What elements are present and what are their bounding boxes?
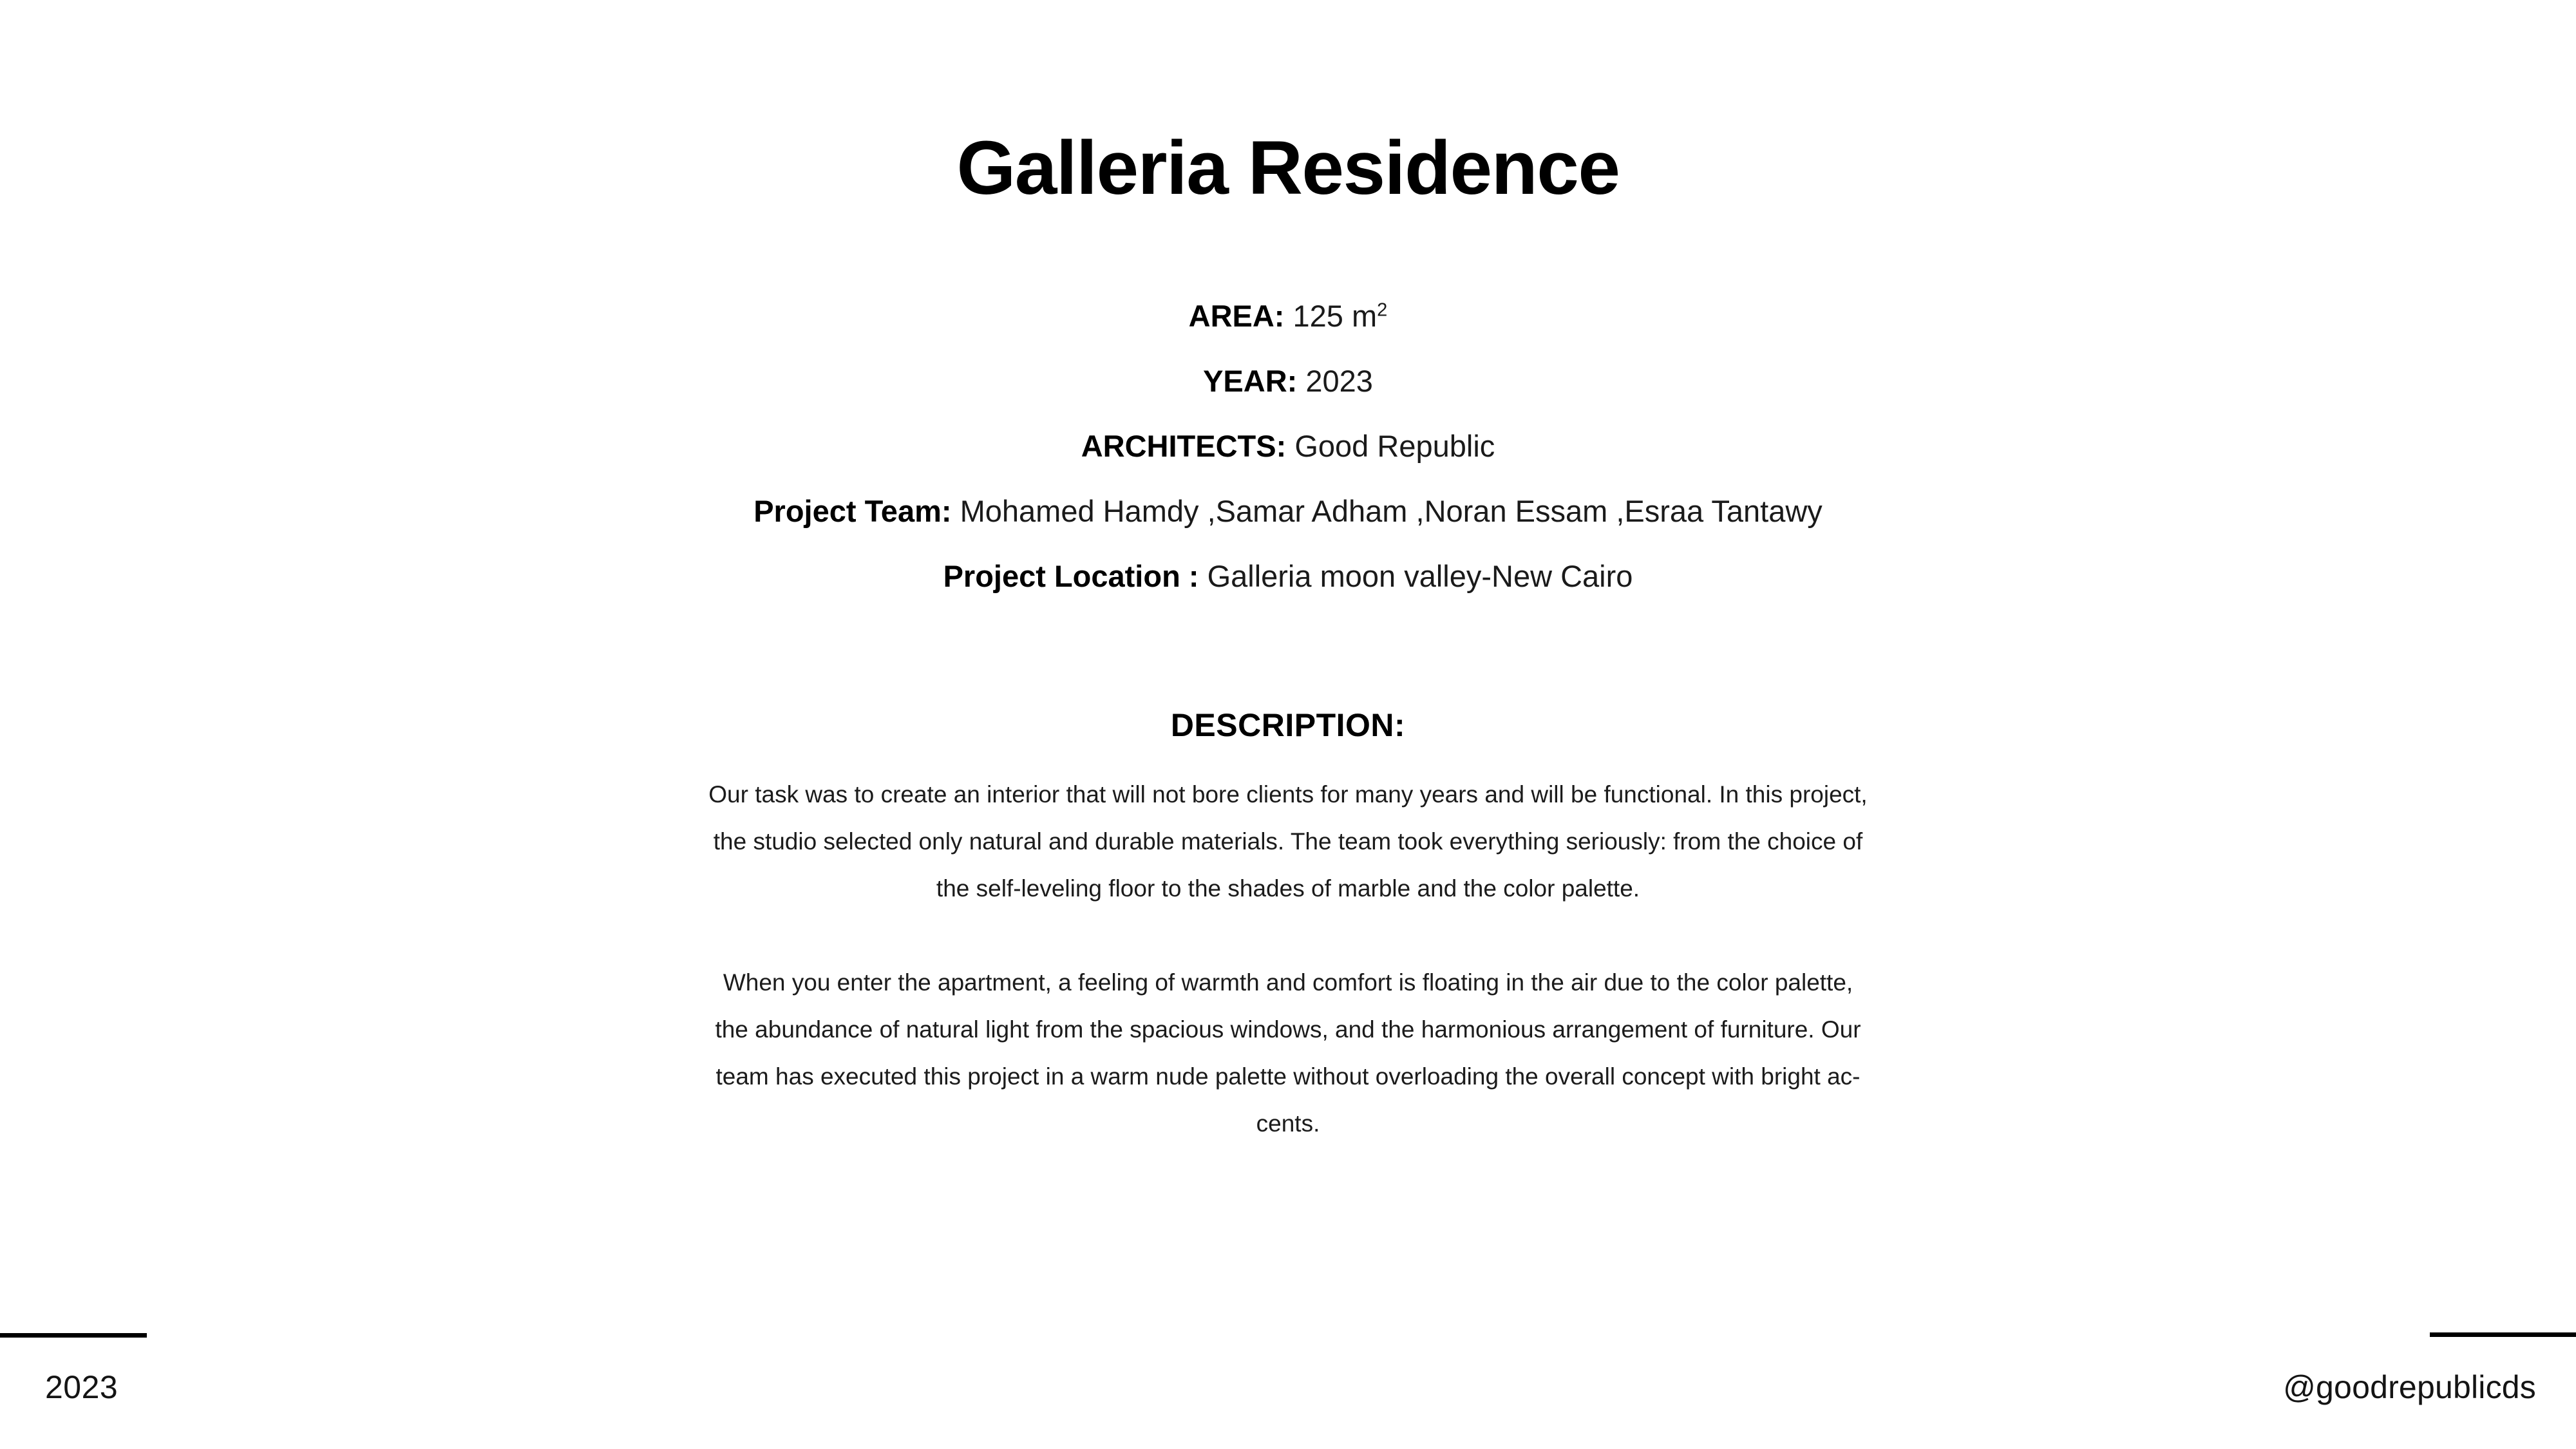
metadata-row-year (0, 348, 2576, 413)
footer-social-handle: @goodrepublicds (2283, 1369, 2536, 1405)
metadata-label-project-location: Project Location : (943, 559, 1199, 593)
metadata-value-project-team-text: Mohamed Hamdy ,Samar Adham ,Noran Essam ,Esraa Tantawy (960, 494, 1823, 528)
description-paragraph (657, 959, 1919, 1147)
metadata-value-area-superscript: 2 (1377, 299, 1388, 321)
footer-year: 2023 (45, 1369, 118, 1405)
metadata-label-area: AREA: (1188, 299, 1285, 333)
description-body (657, 747, 1919, 1171)
metadata-row-project-team (0, 478, 2576, 544)
page-title: Galleria Residence (956, 126, 1620, 211)
metadata-row-architects (0, 413, 2576, 478)
description-line: the abundance of natural light from the spacious windows, and the harmonious arrangement of furniture. Our (715, 1016, 1861, 1043)
metadata-label-year: YEAR: (1203, 364, 1298, 398)
metadata-value-architects (1286, 429, 1495, 463)
metadata-value-project-team (952, 494, 1823, 528)
description-paragraph (657, 771, 1919, 912)
description-line: the self-leveling floor to the shades of marble and the color palette. (936, 875, 1640, 902)
description-line: When you enter the apartment, a feeling of warmth and comfort is floating in the air due to the color palette, (723, 969, 1853, 996)
metadata-value-project-location-text: Galleria moon valley-New Cairo (1207, 559, 1633, 593)
description-line: team has executed this project in a warm nude palette without overloading the overall concept with bright ac- (715, 1063, 1861, 1090)
description-line: Our task was to create an interior that will not bore clients for many years and will be functional. In this project, (708, 781, 1868, 808)
metadata-value-area-number: 125 m (1293, 299, 1378, 333)
metadata-value-architects-text: Good Republic (1294, 429, 1495, 463)
description-line: cents. (1256, 1110, 1320, 1137)
metadata-row-project-location (0, 544, 2576, 609)
description-heading: DESCRIPTION: (1170, 706, 1406, 743)
project-metadata-block (0, 283, 2576, 609)
metadata-label-project-team: Project Team: (753, 494, 952, 528)
metadata-value-area (1284, 299, 1387, 333)
metadata-value-year-text: 2023 (1305, 364, 1373, 398)
footer-rule-right (2430, 1332, 2576, 1337)
footer-rule-left (0, 1333, 147, 1338)
metadata-value-year (1297, 364, 1373, 398)
metadata-label-architects: ARCHITECTS: (1081, 429, 1287, 463)
metadata-row-area (0, 283, 2576, 348)
description-line: the studio selected only natural and durable materials. The team took everything seriously: from the choice of (713, 828, 1863, 855)
metadata-value-project-location (1199, 559, 1633, 593)
